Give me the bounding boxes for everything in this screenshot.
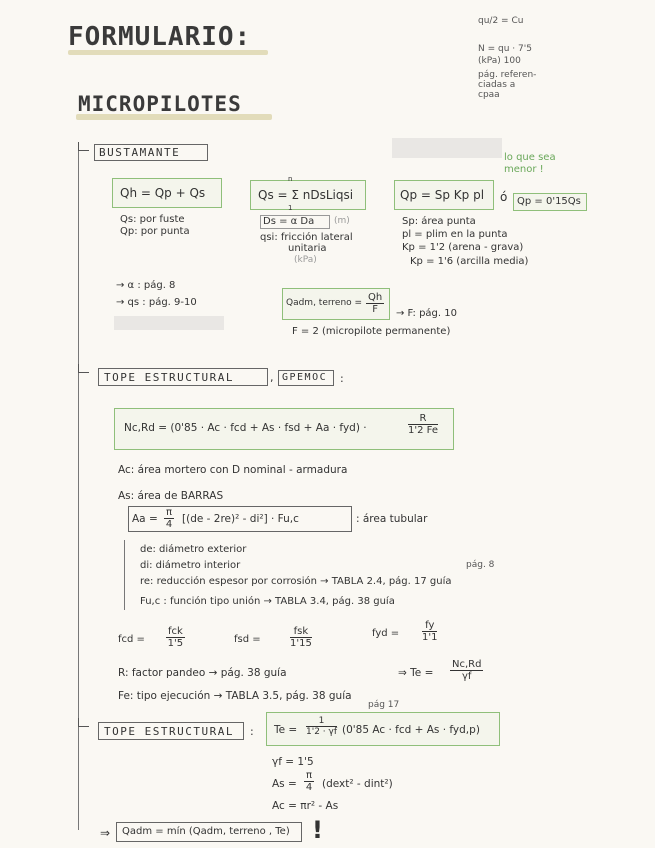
fe-line: Fe: tipo ejecución → TABLA 3.5, pág. 38 guía	[118, 690, 352, 702]
di-line: di: diámetro interior	[140, 560, 241, 571]
tope2-header: TOPE ESTRUCTURAL	[104, 725, 234, 738]
qs-formula: Qs = Σ nDsLiqsi	[258, 188, 354, 202]
branch-hook-3	[78, 718, 89, 727]
tope-colon: :	[340, 372, 344, 385]
qsi-line-2: unitaria	[288, 243, 327, 254]
section-title: MICROPILOTES	[78, 92, 242, 116]
branch-hook	[78, 142, 89, 151]
note-n-unit: (kPa) 100	[478, 56, 521, 66]
final-formula: Qadm = mín (Qadm, terreno , Te)	[122, 826, 290, 837]
note-ref-1: pág. referen-	[478, 70, 537, 80]
kp-line-1: Kp = 1'2 (arena - grava)	[402, 242, 524, 253]
as-line: As: área de BARRAS	[118, 490, 224, 502]
qp-formula: Qp = Sp Kp pl	[400, 188, 485, 202]
fcd-fraction	[166, 626, 185, 649]
qp-punta: Qp: por punta	[120, 226, 190, 237]
aa-left: Aa =	[132, 513, 158, 525]
fe-pag: pág 17	[368, 700, 400, 710]
qsi-line-1: qsi: fricción lateral	[260, 232, 353, 243]
gf-line: γf = 1'5	[272, 756, 314, 768]
aa-fraction	[164, 507, 174, 530]
fsd-num: fsk	[290, 626, 312, 638]
fcd-num: fck	[168, 626, 183, 637]
aa-den: 4	[165, 519, 173, 530]
ds-unit: (m)	[334, 216, 350, 226]
qadm-left: Qadm, terreno =	[286, 298, 363, 308]
or-word: ó	[500, 190, 508, 204]
fcd-den: 1'5	[167, 638, 184, 649]
aa-num: π	[166, 507, 173, 518]
branch-hook-2	[78, 364, 89, 373]
pag-note: pág. 8	[466, 560, 495, 570]
left-guide-line	[78, 150, 79, 830]
ncrd-fraction	[408, 413, 438, 436]
comma: ,	[270, 371, 274, 384]
as2-right: (dext² - dint²)	[322, 778, 393, 790]
final-bang: !	[312, 816, 323, 844]
fsd-left: fsd =	[234, 634, 261, 645]
te2-den: 1'2 · γf	[306, 727, 338, 737]
qsi-unit: (kPa)	[294, 255, 317, 265]
r-line: R: factor pandeo → pág. 38 guía	[118, 667, 287, 679]
gpemoc-label: GPEMOC	[282, 372, 328, 383]
qs-sum-bottom: 1	[288, 204, 293, 212]
as2-den: 4	[305, 782, 313, 793]
ac-line: Ac: área mortero con D nominal - armadura	[118, 464, 348, 476]
ncrd-formula: Nc,Rd = (0'85 · Ac · fcd + As · fsd + Aa · fyd) ·	[124, 422, 367, 434]
pencil-smudge	[392, 138, 502, 158]
qadm-num: Qh	[368, 292, 383, 303]
pl-line: pl = plim en la punta	[402, 229, 508, 240]
te2-fraction	[306, 716, 337, 737]
fsd-fraction	[290, 626, 312, 649]
te2-right: (0'85 Ac · fcd + As · fyd,p)	[342, 724, 480, 736]
note-n-formula: N = qu · 7'5	[478, 44, 532, 54]
green-note-2: menor !	[504, 164, 544, 175]
ac2-line: Ac = πr² - As	[272, 800, 339, 812]
sub-guide-line	[124, 540, 125, 610]
as2-num: π	[306, 770, 313, 781]
te-num: Nc,Rd	[452, 659, 482, 670]
final-arrow: ⇒	[100, 826, 111, 840]
ncrd-den: 1'2 Fe	[408, 425, 439, 436]
qs-sum-top: n	[288, 175, 293, 183]
qp-alt-formula: Qp = 0'15Qs	[517, 196, 581, 207]
te-fraction	[450, 659, 483, 682]
re-line: re: reducción espesor por corrosión → TABLA 2.4, pág. 17 guía	[140, 576, 452, 587]
te2-num: 1	[306, 716, 337, 727]
fsd-den: 1'15	[290, 638, 312, 649]
aa-right: [(de - 2re)² - di²] · Fu,c	[182, 513, 299, 525]
tope2-colon: :	[250, 725, 254, 738]
as2-left: As =	[272, 778, 297, 790]
green-note-1: lo que sea	[504, 152, 556, 163]
ncrd-num: R	[408, 413, 438, 425]
note-ref-3: cpaa	[478, 90, 500, 100]
f-ref: → F: pág. 10	[396, 308, 457, 319]
alpha-ref: → α : pág. 8	[116, 280, 176, 291]
aa-desc: : área tubular	[356, 513, 428, 525]
note-ref-2: ciadas a	[478, 80, 516, 90]
fyd-fraction	[422, 620, 437, 643]
ds-line: Ds = α Da	[263, 216, 315, 227]
te2-left: Te =	[274, 724, 298, 736]
qadm-fraction	[366, 292, 384, 315]
fyd-den: 1'1	[422, 632, 438, 643]
te-left: ⇒ Te =	[398, 667, 434, 679]
fyd-num: fy	[422, 620, 437, 632]
note-cu: qu/2 = Cu	[478, 16, 524, 26]
fcd-left: fcd =	[118, 634, 145, 645]
kp-line-2: Kp = 1'6 (arcilla media)	[410, 256, 529, 267]
f-value: F = 2 (micropilote permanente)	[292, 326, 451, 337]
bustamante-header: BUSTAMANTE	[99, 146, 181, 159]
qs-fuste: Qs: por fuste	[120, 214, 185, 225]
as2-fraction	[304, 770, 314, 793]
fuc-line: Fu,c : función tipo unión → TABLA 3.4, pág. 38 guía	[140, 596, 395, 607]
qs-ref: → qs : pág. 9-10	[116, 297, 197, 308]
tope-header: TOPE ESTRUCTURAL	[104, 371, 234, 384]
fyd-left: fyd =	[372, 628, 400, 639]
sp-line: Sp: área punta	[402, 216, 476, 227]
te-den: γf	[462, 671, 472, 682]
de-line: de: diámetro exterior	[140, 544, 247, 555]
qh-formula: Qh = Qp + Qs	[120, 186, 206, 200]
page-title: FORMULARIO:	[68, 22, 252, 52]
qadm-den: F	[372, 304, 378, 315]
pencil-smudge-2	[114, 316, 224, 330]
